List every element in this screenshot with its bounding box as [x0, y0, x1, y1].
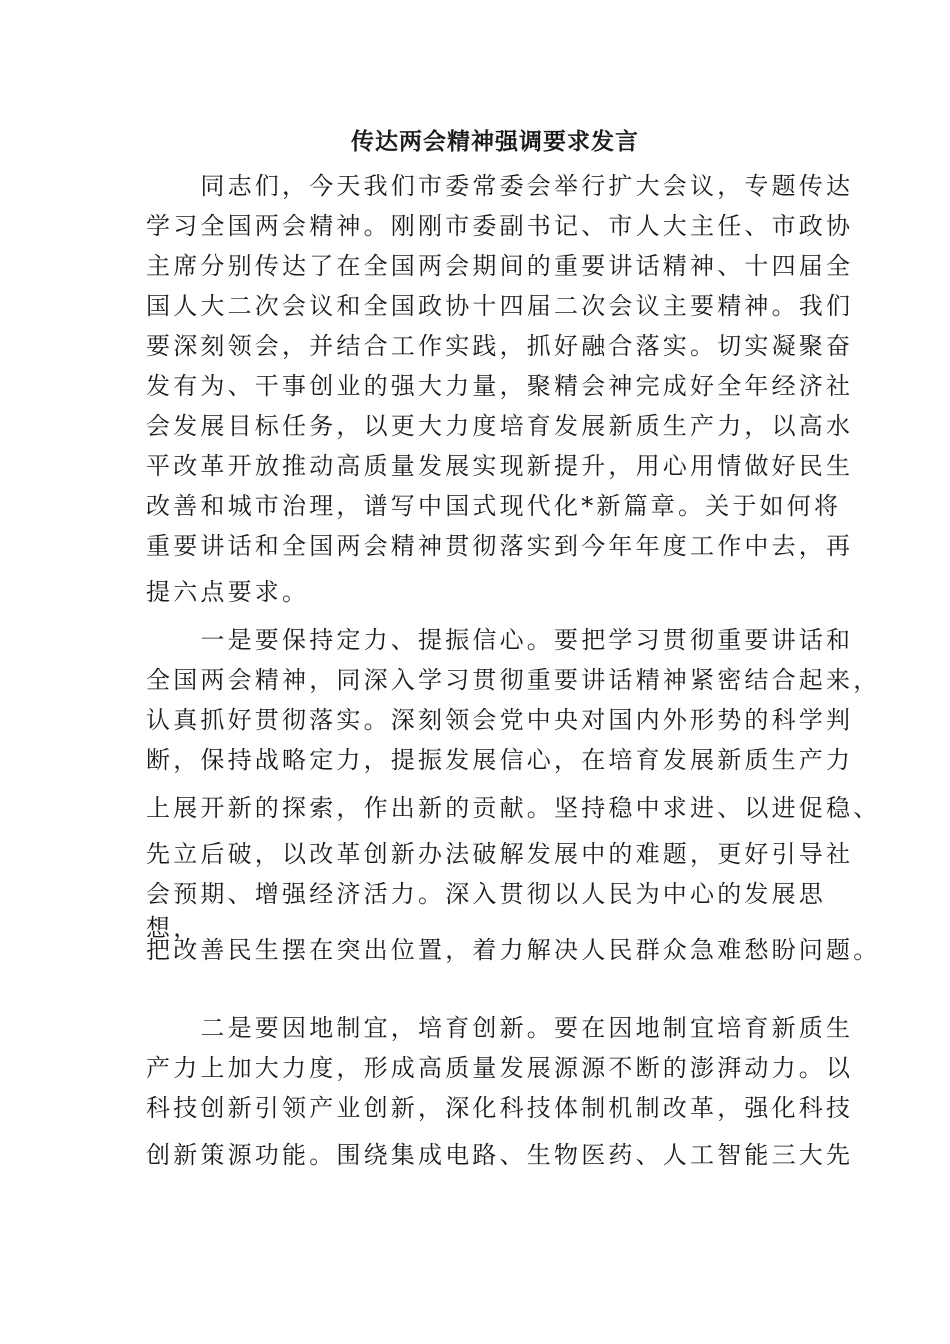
text-line: 会预期、增强经济活力。深入贯彻以人民为中心的发展思: [146, 880, 826, 908]
text-line: 科技创新引领产业创新，深化科技体制机制改革，强化科技: [146, 1094, 854, 1122]
text-line: 主席分别传达了在全国两会期间的重要讲话精神、十四届全: [146, 252, 854, 280]
text-line: 产力上加大力度，形成高质量发展源源不断的澎湃动力。以: [146, 1054, 854, 1082]
text-line: 上展开新的探索，作出新的贡献。坚持稳中求进、以进促稳、: [146, 794, 881, 822]
text-line: 先立后破，以改革创新办法破解发展中的难题，更好引导社: [146, 840, 854, 868]
text-line: 断，保持战略定力，提振发展信心，在培育发展新质生产力: [146, 746, 854, 774]
text-line: 全国两会精神，同深入学习贯彻重要讲话精神紧密结合起来，: [146, 666, 881, 694]
document-title: 传达两会精神强调要求发言: [351, 128, 639, 155]
text-line: 要深刻领会，并结合工作实践，抓好融合落实。切实凝聚奋: [146, 332, 854, 360]
text-line: 把改善民生摆在突出位置，着力解决人民群众急难愁盼问题。: [146, 936, 881, 964]
text-line: 创新策源功能。围绕集成电路、生物医药、人工智能三大先: [146, 1141, 854, 1169]
text-line: 学习全国两会精神。刚刚市委副书记、市人大主任、市政协: [146, 212, 854, 240]
text-line: 提六点要求。: [146, 578, 310, 606]
text-line: 二是要因地制宜，培育创新。要在因地制宜培育新质生: [146, 1014, 854, 1042]
text-line: 平改革开放推动高质量发展实现新提升，用心用情做好民生: [146, 452, 854, 480]
text-line: 想，: [146, 914, 201, 942]
text-line: 发有为、干事创业的强大力量，聚精会神完成好全年经济社: [146, 372, 854, 400]
text-line: 改善和城市治理，谱写中国式现代化*新篇章。关于如何将: [146, 492, 842, 520]
text-line: 同志们，今天我们市委常委会举行扩大会议，专题传达: [146, 172, 854, 200]
text-line: 重要讲话和全国两会精神贯彻落实到今年年度工作中去，再: [146, 532, 854, 560]
text-line: 会发展目标任务，以更大力度培育发展新质生产力，以高水: [146, 412, 854, 440]
text-line: 认真抓好贯彻落实。深刻领会党中央对国内外形势的科学判: [146, 706, 854, 734]
text-line: 国人大二次会议和全国政协十四届二次会议主要精神。我们: [146, 292, 854, 320]
text-line: 一是要保持定力、提振信心。要把学习贯彻重要讲话和: [146, 626, 854, 654]
